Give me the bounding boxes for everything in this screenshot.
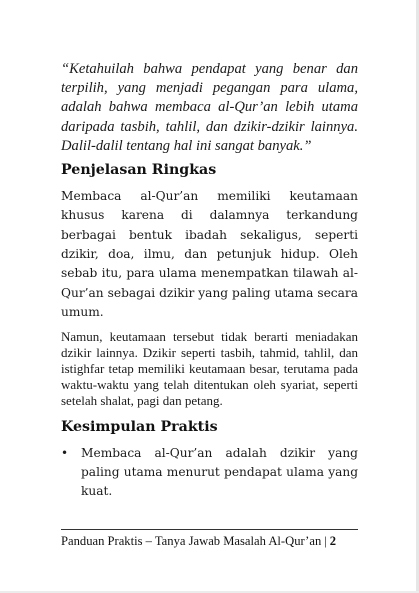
body-paragraph-1: Membaca al-Qur’an memiliki keutamaan khusus karena di dalamnya terkandung berbagai bentuk ibadah sekaligus, seperti dzikir, doa, ilmu, dan petunjuk hidup. Oleh sebab itu, para ulama menempatkan tilawah al-Qur’an sebagai dzikir yang paling utama secara umum. — [61, 189, 358, 319]
footer-separator: | — [324, 534, 327, 548]
body-paragraph-2: Namun, keutamaan tersebut tidak berarti meniadakan dzikir lainnya. Dzikir seperti tasbih, tahmid, tahlil, dan istighfar tetap memiliki keutamaan besar, terutama pada waktu-waktu yang telah ditentukan oleh syariat, seperti setelah shalat, pagi dan petang. — [61, 329, 358, 409]
conclusion-list — [61, 444, 358, 502]
bullet-icon: • — [61, 445, 69, 460]
footer-title: Panduan Praktis – Tanya Jawab Masalah Al-Qur’an — [61, 534, 322, 548]
quote-paragraph: “Ketahuilah bahwa pendapat yang benar dan terpilih, yang menjadi pegangan para ulama, adalah bahwa membaca al-Qur’an lebih utama daripada tasbih, tahlil, dan dzikir-dzikir lainnya. Dalil-dalil tentang hal ini sangat banyak.” — [61, 61, 358, 154]
page-content — [61, 60, 358, 501]
list-item-text: Membaca al-Qur’an adalah dzikir yang paling utama menurut pendapat ulama yang kuat. — [81, 445, 358, 499]
page-number: 2 — [329, 534, 337, 548]
section-heading-penjelasan: Penjelasan Ringkas — [61, 162, 217, 179]
list-item — [61, 444, 358, 502]
section-heading-kesimpulan: Kesimpulan Praktis — [61, 418, 218, 435]
page-footer — [61, 529, 358, 549]
